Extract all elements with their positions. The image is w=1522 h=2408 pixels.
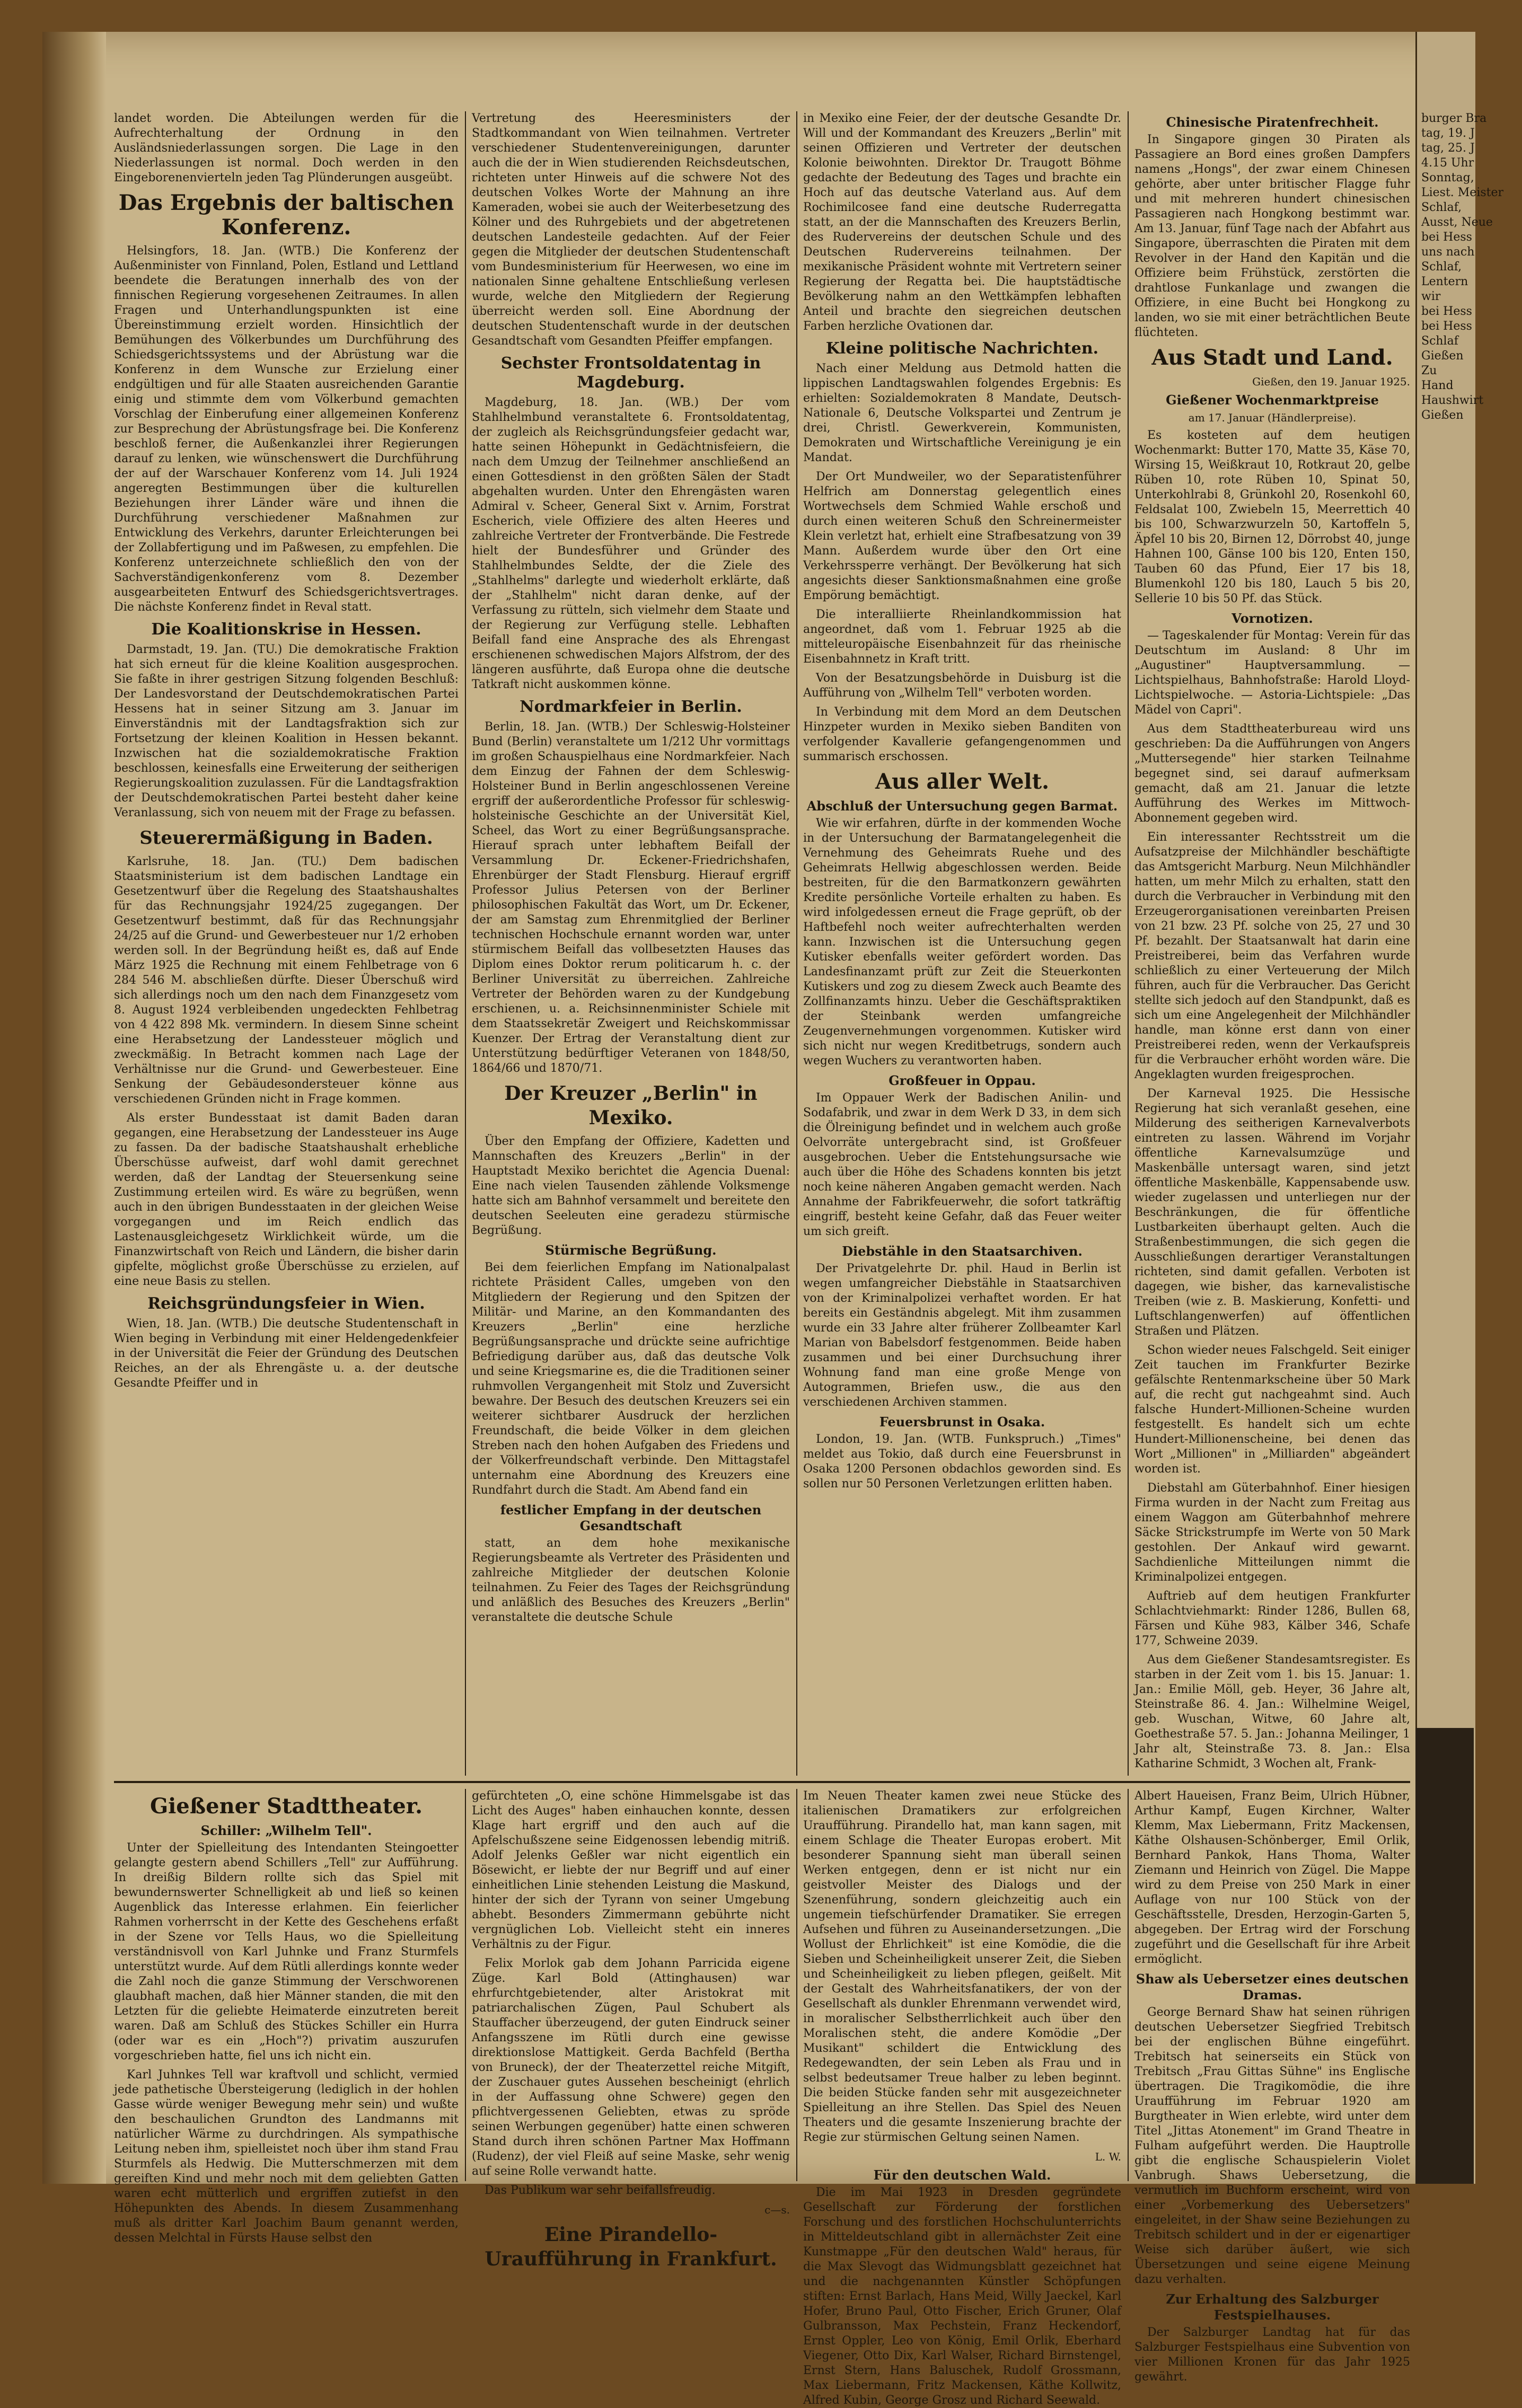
facing-page-line: Sonntag, <box>1421 171 1474 184</box>
feuilleton-rule <box>114 1781 1410 1783</box>
article-piraten: In Singapore gingen 30 Piraten als Passagiere an Bord eines großen Dampfers namens „Hongs", der zwar einem Chinesen gehörte, aber unter britischer Flagge fuhr und mit mehreren hundert chinesischen Passagieren nach Hongkong bestimmt war. Am 13. Januar, fünf Tage nach der Abfahrt aus Singapore, überraschten die Piraten mit dem Revolver in der Hand den Kapitän und die Offiziere beim Frühstück, zerstörten die drahtlose Funkanlage und zwangen die Offiziere, in eine Bucht bei Hongkong zu landen, wo sie mit einer beträchtlichen Beute flüchteten. <box>1134 133 1410 339</box>
facing-page-line: Gießen <box>1421 349 1464 363</box>
article-kreuzer-berlin-2: Bei dem feierlichen Empfang im Nationalpalast richtete Präsident Calles, umgeben von den Mitgliedern der Regierung und den Spitzen der Militär- und Marine, an den Kommandanten des Kreuzers „Berlin" eine herzliche Begrüßungsansprache und drückte seine aufrichtige Befriedigung darüber aus, daß das deutsche Volk und seine Kriegsmarine es, die die Traditionen seiner ruhmvollen Vergangenheit mit Stolz und Zuversicht bewahre. Der Besuch des deutschen Kreuzers sei ein weiterer sichtbarer Ausdruck der herzlichen Freundschaft, die beide Völker in dem gleichen Streben nach den hohen Aufgaben des Friedens und der Völkerfreundschaft verbinde. Den Mittagstafel unternahm eine Abordnung des Kreuzers eine Rundfahrt durch die Stadt. Am Abend fand ein <box>472 1261 790 1497</box>
facing-page-line: wir <box>1421 290 1441 303</box>
dateline-giessen: Gießen, den 19. Januar 1925. <box>1252 375 1410 388</box>
facing-page-line: burger Bra <box>1421 112 1487 125</box>
article-kreuzer-berlin: Über den Empfang der Offiziere, Kadetten und Mannschaften des Kreuzers „Berlin" in der Hauptstadt Mexiko berichtet die Agencia Duenal: Eine nach vielen Tausenden zählende Volksmenge hatte sich am Bahnhof versammelt und bereitete den deutschen Seeleuten eine geradezu stürmische Begrüßung. <box>472 1135 790 1237</box>
article-diebstahl: Diebstahl am Güterbahnhof. Einer hiesigen Firma wurden in der Nacht zum Freitag aus einem Waggon am Güterbahnhof mehrere Säcke Strickstrumpfe im Werte von 50 Mark gestohlen. Der Ankauf wird gewarnt. Sachdienliche Mitteilungen nimmt die Kriminalpolizei entgegen. <box>1134 1481 1410 1584</box>
column-rule-3 <box>1128 111 1129 1776</box>
article-duisburg: Von der Besatzungsbehörde in Duisburg ist die Aufführung von „Wilhelm Tell" verboten worden. <box>803 672 1121 700</box>
review-paragraph-4: Felix Morlok gab dem Johann Parricida eigene Züge. Karl Bold (Attinghausen) war ehrfurchtgebietender, alter Aristokrat mit patriarchalischen Zügen, Paul Schubert als Stauffacher überzeugend, der guten Eindruck seiner Anfangsszene im Rütli durch eine gewisse direktionslose Mattigkeit. Gerda Bachfeld (Bertha von Bruneck), der der Theaterzettel reiche Mitgift, der Zuschauer gutes Aussehen bescheinigt (ehrlich in der Auffassung ohne Schwere) gegen den pflichtvergessenen Geliebten, etwas zu spröde seinen Werbungen gegenüber) hatte einen schweren Stand durch ihren schönen Partner Max Hoffmann (Rudenz), der viel Fleiß auf seine Maske, sehr wenig auf seine Rolle verwandt hatte. <box>472 1957 790 2178</box>
col8-lead: Albert Haueisen, Franz Beim, Ulrich Hübner, Arthur Kampf, Eugen Kirchner, Walter Klemm, Max Liebermann, Fritz Mackensen, Käthe Olshausen-Schönberger, Emil Orlik, Bernhard Pankok, Hans Thoma, Walter Ziemann und Heinrich von Zügel. Die Mappe wird zu dem Preise von 250 Mark in einer Auflage von nur 100 Stück von der Geschäftsstelle, Dresden, Herzogin-Garten 5, abgegeben. Der Ertrag wird der Forschung zugeführt und die Gesellschaft für ihre Arbeit ermöglicht. <box>1134 1789 1410 1966</box>
col2-lead: Vertretung des Heeresministers der Stadtkommandant von Wien teilnahmen. Vertreter verschiedener Studentenvereinigungen, darunter auch die der in Wien studierenden Reichsdeutschen, richteten unter Hinweis auf die schwere Not des deutschen Volkes Worte der Mahnung an ihre Kameraden, wobei sie auch der Weiterbesetzung des Kölner und des Ruhrgebiets und der abgetretenen deutschen Landesteile gedachten. Auf der Feier gegen die Mitglieder der deutschen Studentenschaft vom Bundesministerium für Heerwesen, wo eine im nationalen Sinne gehaltene Entschließung verlesen wurde, welche den Mitgliedern der Regierung überreicht werden soll. Eine Abordnung der deutschen Studentenschaft wurde in der deutschen Gesandtschaft vom Gesandten Pfeiffer empfangen. <box>472 112 790 348</box>
article-nordmarkfeier: Berlin, 18. Jan. (WTB.) Der Schleswig-Holsteiner Bund (Berlin) veranstaltete um 1/212 Uhr vormittags im großen Schauspielhaus eine Nordmarkfeier. Nach dem Einzug der Fahnen der dem Schleswig-Holsteiner Bund in Berlin angeschlossenen Vereine ergriff der außerordentliche Professor für schleswig-holsteinische Geschichte an der Universität Kiel, Scheel, das Wort zu einer Begrüßungsansprache. Hierauf sprach unter lebhaftem Beifall der Versammlung Dr. Eckener-Friedrichshafen, Ehrenbürger der Stadt Flensburg. Hierauf ergriff Professor Julius Petersen von der Berliner philosophischen Fakultät das Wort, um Dr. Eckener, der am Samstag zum Ehrenmitglied der Berliner technischen Hochschule ernannt worden war, unter stürmischem Beifall das vollbesetzten Hauses das Diplom eines Doktor rerum politicarum h. c. der Berliner Universität zu überreichen. Zahlreiche Vertreter der Behörden waren zu der Kundgebung erschienen, u. a. Reichsinnenminister Schiele mit dem Staatssekretär Zweigert und Reichskommissar Kuenzer. Der Ertrag der Veranstaltung dient zur Unterstützung bedürftiger Veteranen von 1848/50, 1864/66 und 1870/71. <box>472 720 790 1075</box>
review-signature: c—s. <box>764 2203 790 2216</box>
subhead-empfang: festlicher Empfang in der deutschen Gesandtschaft <box>500 1502 762 1533</box>
article-barmat: Wie wir erfahren, dürfte in der kommenden Woche in der Untersuchung der Barmatangelegenheit die Vernehmung des Geheimrats Ruehe und des Geheimrats Hellwig abgeschlossen werden. Beide bestreiten, für die den Barmatkonzern gewährten Kredite persönliche Vorteile erhalten zu haben. Es wird infolgedessen erneut die Frage geprüft, ob der Haftbefehl noch weiter aufrechterhalten werden kann. Inzwischen ist die Untersuchung gegen Kutisker ebenfalls weiter gefördert worden. Das Landesfinanzamt prüft zur Zeit die Steuerkonten Kutiskers und zog zu diesem Zweck auch Beamte des Zollfinanzamts hinzu. Ueber die Geschäftspraktiken der Steinbank werden umfangreiche Zeugenvernehmungen vorgenommen. Kutisker wird sich nicht nur wegen Kreditbetrugs, sondern auch wegen Wuchers zu verantworten haben. <box>803 817 1121 1068</box>
subhead-staatsarchive: Diebstähle in den Staatsarchiven. <box>842 1243 1083 1259</box>
column-3 <box>803 111 1121 1776</box>
review-paragraph-1: Unter der Spielleitung des Intendanten Steingoetter gelangte gestern abend Schillers „Tell" zur Aufführung. In dreißig Bildern rollte sich das Spiel mit bewundernswerter Schnelligkeit ab und ließ so keinen Augenblick das Interesse erlahmen. Ein feierlicher Rahmen vorherrscht in der Kette des Geschehens erfaßt in der Szene vor Tells Haus, wo die Spielleitung verständnisvoll von Karl Juhnke und Franz Sturmfels unterstützt wurde. Auf dem Rütli allerdings konnte weder die Zahl noch die ganze Stimmung der Verschworenen glaubhaft machen, daß hier Männer standen, die mit den Letzten für die geliebte Heimaterde einzutreten bereit waren. Daß am Schluß des Stückes Schiller ein Hurra (oder war es ein „Hoch"?) privatim auszurufen vorgeschrieben hatte, fiel uns ich nicht ein. <box>114 1841 459 2062</box>
pirandello-signature: L. W. <box>1095 2150 1121 2163</box>
article-mexiko-banditen: In Verbindung mit dem Mord an dem Deutschen Hinzpeter wurden in Mexiko sieben Banditen von verfolgender Kavallerie gefangengenommen und summarisch erschossen. <box>803 705 1121 763</box>
review-paragraph-5: Das Publikum war sehr beifallsfreudig. <box>485 2184 716 2197</box>
headline-stadttheater: Gießener Stadttheater. <box>149 1794 423 1819</box>
article-frontsoldatentag: Magdeburg, 18. Jan. (WB.) Der vom Stahlhelmbund veranstaltete 6. Frontsoldatentag, der zugleich als Reichsgründungsfeier gedacht war, hatte seinen Höhepunkt in Gedächtnisfeiern, die nach dem Umzug der Teilnehmer anschließend an einen Gottesdienst in den größten Sälen der Stadt abgehalten wurden. Unter den Ehrengästen waren Admiral v. Scheer, General Sixt v. Arnim, Forstrat Escherich, viele Offiziere des alten Heeres und zahlreiche Vertreter der Frontverbände. Die Festrede hielt der Bundesführer und Gründer des Stahlhelmbundes Seldte, der die Ziele des „Stahlhelms" darlegte und wiederholt erklärte, daß der „Stahlhelm" nicht daran denke, auf der Verfassung zu rütteln, sich vielmehr dem Staate und der Regierung zur Verfügung stelle. Lebhaften Beifall fand eine Ansprache des als Ehrengast erschienenen schwedischen Majors Alfstrom, der des längeren ausführte, daß Europa ohne die deutsche Tatkraft nicht auskommen könne. <box>472 396 790 691</box>
advertisement-fragment <box>1415 1728 1474 2184</box>
subhead-osaka: Feuersbrunst in Osaka. <box>879 1414 1045 1430</box>
headline-nordmarkfeier: Nordmarkfeier in Berlin. <box>520 698 742 716</box>
facing-page-line: uns nach <box>1421 245 1475 259</box>
headline-baltic-conference: Das Ergebnis der baltischen Konferenz. <box>118 190 454 240</box>
subhead-wochenmarkt: am 17. Januar (Händlerpreise). <box>1188 411 1357 424</box>
article-baden-tax-2: Als erster Bundesstaat ist damit Baden daran gegangen, eine Herabsetzung der Landessteuer ins Auge zu fassen. Da der badische Staatshaushalt erhebliche Überschüsse aufweist, darf wohl damit gerechnet werden, daß der Landtag der Steuersenkung seine Zustimmung erteilen wird. Es wäre zu begrüßen, wenn auch in den übrigen Bundesstaaten in der gleichen Weise vorgegangen und im Reich endlich das Lastenausgleichgesetz Wirklichkeit würde, um die Finanzwirtschaft von Reich und Ländern, die bisher darin gipfelte, möglichst große Überschüsse zu erzielen, auf eine neue Basis zu stellen. <box>114 1112 459 1288</box>
article-staatsarchive: Der Privatgelehrte Dr. phil. Haud in Berlin ist wegen umfangreicher Diebstähle in Staatsarchiven von der Kriminalpolizei verhaftet worden. Er hat bereits ein Geständnis abgelegt. Mit ihm zusammen wurde ein 33 Jahre alter früherer Zollbeamter Karl Marian von Babelsdorf festgenommen. Beide haben zusammen und bei einer Durchsuchung ihrer Wohnung fand man eine große Menge von Autogrammen, Briefen usw., die aus den verschiedenen Archiven stammen. <box>803 1262 1121 1409</box>
article-baltic-conference: Helsingfors, 18. Jan. (WTB.) Die Konferenz der Außenminister von Finnland, Polen, Estland und Lettland beendete die Beratungen innerhalb des von der finnischen Regierung vorgesehenen Zeitraumes. In allen Fragen und Unterhandlungspunkten ist eine Übereinstimmung erzielt worden. Hinsichtlich der Bemühungen des Völkerbundes um Durchführung des Schiedsgerichtssystems und der Abrüstung war die Konferenz in dem Wunsche zur Erzielung einer endgültigen und für alle Staaten ausreichenden Garantie einig und stimmte dem vom Völkerbund gemachten Vorschlag der Einberufung einer allgemeinen Konferenz zur Besprechung der Abrüstungsfrage bei. Die Konferenz beschloß ferner, die Außenkanzlei ihrer Regierungen darauf zu lenken, wie wünschenswert die Durchführung der auf der Warschauer Konferenz vom 14. Juli 1924 angeregten Bestimmungen über die kulturellen Beziehungen ihrer Länder wäre und ihnen die Durchführung verschiedener Maßnahmen zur Entwicklung des Verkehrs, darunter Erleichterungen bei der Zollabfertigung und im Paßwesen, zu empfehlen. Die Konferenz unterzeichnete schließlich den von der Sachverständigenkonferenz vom 8. Dezember ausgearbeiteten Entwurf des Schiedsgerichtsvertrages. Die nächste Konferenz findet in Reval statt. <box>114 244 459 614</box>
col1-lead: landet worden. Die Abteilungen werden für die Aufrechterhaltung der Ordnung in den Ausländsniederlassungen sorgen. Die Lage in den Niederlassungen ist normal. Doch werden in den Eingeborenenvierteln jeden Tag Plünderungen ausgeübt. <box>114 112 459 184</box>
column-rule-2 <box>796 111 797 1776</box>
article-schlachtviehmarkt: Auftrieb auf dem heutigen Frankfurter Schlachtviehmarkt: Rinder 1286, Bullen 68, Färsen und Kühe 983, Kälber 346, Schafe 177, Schweine 2039. <box>1134 1590 1410 1647</box>
article-stadttheaterbureau: Aus dem Stadttheaterbureau wird uns geschrieben: Da die Aufführungen von Angers „Muttersegende" hier starken Teilnahme begegnet sind, sei darauf aufmerksam gemacht, daß am 21. Januar die letzte Aufführung des Werkes im Mittwoch-Abonnement gegeben wird. <box>1134 722 1410 825</box>
article-salzburg: Der Salzburger Landtag hat für das Salzburger Festspielhaus eine Subvention von vier Millionen Kronen für das Jahr 1925 gewährt. <box>1134 2326 1410 2384</box>
facing-page-line: tag, 19. J <box>1421 127 1475 140</box>
facing-page-line: Schlaf, <box>1421 260 1462 274</box>
column-theater-2 <box>472 1789 790 2270</box>
article-vienna-ceremony: Wien, 18. Jan. (WTB.) Die deutsche Studentenschaft in Wien beging in Verbindung mit einer Heldengedenkfeier in der Universität die Feier der Gründung des Deutschen Reiches, an der als Ehrengäste u. a. der deutsche Gesandte Pfeiffer und in <box>114 1317 459 1390</box>
facing-page-line: Zu <box>1421 364 1437 377</box>
headline-aus-aller-welt: Aus aller Welt. <box>875 769 1050 794</box>
headline-hessen-coalition: Die Koalitionskrise in Hessen. <box>151 620 421 639</box>
headline-shaw: Shaw als Uebersetzer eines deutschen Dramas. <box>1136 1971 1409 2003</box>
headline-kreuzer-berlin: Der Kreuzer „Berlin" in Mexiko. <box>504 1082 758 1129</box>
article-oppau: Im Oppauer Werk der Badischen Anilin- und Sodafabrik, und zwar in dem Werk D 33, in dem sich die Ölreinigung befindet und in welchem auch große Oelvorräte untergebracht sind, ist Großfeuer ausgebrochen. Ueber die Entstehungsursache wie auch über die Höhe des Schadens konnten bis jetzt noch keine näheren Angaben gemacht werden. Nach Annahme der Fabrikfeuerwehr, die sofort tatkräftig eingriff, besteht keine Gefahr, daß das Feuer weiter um sich greift. <box>803 1091 1121 1238</box>
headline-frontsoldatentag: Sechster Frontsoldatentag in Magdeburg. <box>500 354 761 392</box>
facing-page-line: 4.15 Uhr <box>1421 156 1474 170</box>
article-lippe-wahlen: Nach einer Meldung aus Detmold hatten die lippischen Landtagswahlen folgendes Ergebnis: Es erhielten: Sozialdemokraten 8 Mandate, Deutsch-Nationale 6, Deutsche Volkspartei und Zentrum je drei, Christl. Gewerkverein, Kommunisten, Demokraten und Wirtschaftliche Vereinigung je ein Mandat. <box>803 362 1121 464</box>
column-theater <box>114 1789 459 2245</box>
facing-page-line: tag, 25. J <box>1421 142 1475 155</box>
facing-page-line: Haushwirt <box>1421 394 1484 407</box>
column-rule-1 <box>465 111 466 1776</box>
headline-kleine-nachrichten: Kleine politische Nachrichten. <box>825 339 1099 358</box>
facing-page-line: Lentern <box>1421 275 1468 288</box>
headline-vienna-ceremony: Reichsgründungsfeier in Wien. <box>147 1294 425 1313</box>
article-hessen-coalition: Darmstadt, 19. Jan. (TU.) Die demokratische Fraktion hat sich erneut für die kleine Koalition ausgesprochen. Sie faßte in ihrer gestrigen Sitzung folgenden Beschluß: Der Landesvorstand der Deutschdemokratischen Partei Hessens hat in seiner Sitzung am 3. Januar im Einverständnis mit der Landtagsfraktion sich zur Fortsetzung der kleinen Koalition in Hessen bekannt. Inzwischen hat die sozialdemokratische Fraktion beschlossen, keinesfalls eine Erweiterung der seitherigen Regierungskoalition zuzulassen. Für die Landtagsfraktion der Deutschdemokratischen Partei besteht daher keine Veranlassung, sich von neuem mit der Frage zu befassen. <box>114 643 459 819</box>
headline-wochenmarkt: Gießener Wochenmarktpreise <box>1166 392 1379 408</box>
article-tageskalender: — Tageskalender für Montag: Verein für das Deutschtum im Ausland: 8 Uhr im „Augustiner" Hauptversammlung. — Lichtspielhaus, Bahnhofstraße: Harold Lloyd-Lichtspielwoche. — Astoria-Lichtspiele: „Das Mädel von Capri". <box>1134 629 1410 717</box>
column-rule-6 <box>1128 1789 1129 2181</box>
headline-pirandello: Eine Pirandello-Uraufführung in Frankfurt. <box>485 2224 777 2270</box>
column-shaw <box>1134 1789 1410 2384</box>
pirandello-text: Im Neuen Theater kamen zwei neue Stücke des italienischen Dramatikers zur erfolgreichen Uraufführung. Pirandello hat, man kann sagen, mit einem Schlage die Theater Europas erobert. Mit besonderer Spannung sieht man überall seinen Werken entgegen, denn er ist nicht nur ein geistvoller Meister des Dialogs und der Szenenführung, sondern gleichzeitig auch ein ungemein tiefschürfender Dramatiker. Sie erregen Aufsehen und führen zu Auseinandersetzungen. „Die Wollust der Ehrlichkeit" ist eine Komödie, die die Sieben und Scheinheiligkeit unserer Zeit, die Sieben und Scheinheiligkeit zu lieben pflegen, geißelt. Mit der Gestalt des Wahrheitsfanatikers, der von der Gesellschaft als dunkler Ehrenmann verwendet wird, in moralischer Selbstherrlichkeit auch über den Moralischen steht, die andere Komödie „Der Musikant" schildert die Entwicklung des Redegewandten, der sein Leben als Frau und in selbst bedeutsamer Treue halber zu leben beginnt. Die beiden Stücke fanden sehr mit ausgezeichneter Spielleitung an ihre Stellen. Das Spiel des Neuen Theaters und die gesamte Inszenierung brachte der Regie zur stürmischen Geltung seinen Namen. <box>803 1789 1121 2144</box>
subhead-oppau: Großfeuer in Oppau. <box>888 1073 1036 1088</box>
article-rechtsstreit: Ein interessanter Rechtsstreit um die Aufsatzpreise der Milchhändler beschäftigte das Amtsgericht Marburg. Neun Milchhändler hatten, um mehr Milch zu erhalten, statt den durch die Verbraucher in Verbindung mit den Erzeugerorganisationen vereinbarten Preisen von 21 bzw. 23 Pf. solche von 25, 27 und 30 Pf. bezahlt. Der Staatsanwalt hat darin eine Preistreiberei, beim das Verfahren wurde schließlich zu einer Verteuerung der Milch führen, auch für die Verbraucher. Das Gericht stellte sich jedoch auf den Standpunkt, daß es sich um eine Angelegenheit der Milchhändler handle, man könne erst dann von einer Preistreiberei reden, wenn der Verkaufspreis für die Verbraucher erhöht worden wäre. Die Angeklagten wurden freigesprochen. <box>1134 831 1410 1081</box>
headline-baden-tax: Steuerermäßigung in Baden. <box>139 827 433 849</box>
facing-page-line: bei Hess <box>1421 320 1472 333</box>
subhead-barmat: Abschluß der Untersuchung gegen Barmat. <box>806 798 1118 814</box>
headline-stadt-und-land: Aus Stadt und Land. <box>1151 345 1393 370</box>
article-mundweiler: Der Ort Mundweiler, wo der Separatistenführer Helfrich am Donnerstag gelegentlich eines Wortwechsels dem Schmied Wahle erschoß und durch einen weiteren Schuß den Schreinermeister Klein verletzt hat, erhielt eine Strafbesatzung von 39 Mann. Außerdem wurde über den Ort eine Verkehrssperre verhängt. Der Bevölkerung hat sich angesichts dieser Sanktionsmaßnahmen eine große Empörung bemächtigt. <box>803 470 1121 602</box>
article-rheinland: Die interalliierte Rheinlandkommission hat angeordnet, daß vom 1. Februar 1925 ab die mitteleuropäische Eisenbahnzeit für das rheinische Eisenbahnnetz in Kraft tritt. <box>803 608 1121 666</box>
headline-salzburg: Zur Erhaltung des Salzburger Festspielhauses. <box>1166 2291 1379 2323</box>
review-paragraph-3: gefürchteten „O, eine schöne Himmelsgabe ist das Licht des Auges" haben einhauchen konnte, dessen Klage hart ergriff und den auch auf die Apfelschußszene seine Eidgenossen lebendig mitriß. Adolf Jelenks Geßler war nicht eigentlich ein Bösewicht, er liebte der nur Begriff und auf einer einheitlichen Linie stehenden Leistung die Maskund, hinter der sich der Tyrann von seiner Umgebung abhebt. Besonders Zimmermann gebührte nicht vergnüglichen Lob. Vielleicht steht ein inneres Verhältnis zu der Figur. <box>472 1789 790 1951</box>
column-2 <box>472 111 790 1776</box>
article-shaw: George Bernard Shaw hat seinen rührigen deutschen Uebersetzer Siegfried Trebitsch bei der englischen Bühne eingeführt. Trebitsch hat seinerseits ein Stück von Trebitsch „Frau Gittas Sühne" ins Englische übertragen. Die Tragikomödie, die ihre Uraufführung im Februar 1920 am Burgtheater in Wien erlebte, wird unter dem Titel „Jittas Atonement" im Grand Theatre in Fulham aufgeführt werden. Die Hauptrolle gibt die englische Schauspielerin Violet Vanbrugh. Shaws Uebersetzung, die vermutlich im Buchform erscheint, wird von einer „Vorbemerkung des Uebersetzers" eingeleitet, in der Shaw seine Beziehungen zu Trebitsch schildert und in der er eigenartiger Weise sich darüber äußert, wie sich Übersetzungen und seine eigene Meinung dazu verhalten. <box>1134 2006 1410 2286</box>
column-rule-4 <box>465 1789 466 2181</box>
column-1 <box>114 111 459 1776</box>
facing-page-line: bei Hess <box>1421 305 1472 318</box>
facing-page-line: Liest. Meister <box>1421 186 1504 199</box>
article-osaka: London, 19. Jan. (WTB. Funkspruch.) „Times" meldet aus Tokio, daß durch eine Feuersbrunst in Osaka 1200 Personen obdachlos geworden sind. Es sollen nur 50 Personen Verletzungen erlitten haben. <box>803 1433 1121 1490</box>
column-rule-5 <box>796 1789 797 2181</box>
headline-vornotizen: Vornotizen. <box>1231 611 1313 626</box>
article-falschgeld: Schon wieder neues Falschgeld. Seit einiger Zeit tauchen im Frankfurter Bezirke gefälschte Rentenmarkscheine über 50 Mark auf, die recht gut nachgeahmt sind. Auch falsche Hundert-Millionen-Scheine wurden festgestellt. Es handelt sich um echte Hundert-Millionenscheine, bei denen das Wort „Millionen" in „Milliarden" abgeändert worden ist. <box>1134 1344 1410 1476</box>
headline-piraten: Chinesische Piratenfrechheit. <box>1166 114 1379 130</box>
facing-page-line: Gießen <box>1421 409 1464 422</box>
facing-page-line: Schlaf, <box>1421 201 1462 214</box>
facing-page-line: bei Hess <box>1421 231 1472 244</box>
review-paragraph-2: Karl Juhnkes Tell war kraftvoll und schlicht, vermied jede pathetische Übersteigerung (lediglich in der hohlen Gasse würde weniger Bewegung mehr sein) und wußte den beschaulichen Grundton des Landmanns mit natürlicher Wärme zu durchdringen. Als sympathische Leitung neben ihm, spielleistet noch über ihm stand Frau Sturmfels als Hedwig. Die Mutterschmerzen mit dem gereiften Kind und mehr noch mit dem geliebten Gatten waren echt mütterlich und ergriffen zutiefst in den Höhepunkten des Abends. In diesem Zusammenhang muß als dritter Karl Joachim Baum genannt werden, dessen Melchtal in Fürsts Hause selbst den <box>114 2068 459 2245</box>
facing-page-line: Hand <box>1421 379 1454 392</box>
binding-gutter <box>42 32 106 2184</box>
headline-deutscher-wald: Für den deutschen Wald. <box>873 2167 1051 2183</box>
article-wochenmarkt: Es kosteten auf dem heutigen Wochenmarkt: Butter 170, Matte 35, Käse 70, Wirsing 15, Weißkraut 10, Rotkraut 20, gelbe Rüben 10, rote Rüben 10, Spinat 50, Unterkohlrabi 8, Grünkohl 20, Rosenkohl 60, Feldsalat 100, Zwiebeln 15, Meerrettich 40 bis 100, Schwarzwurzeln 50, Kartoffeln 5, Äpfel 10 bis 20, Birnen 12, Dörrobst 40, junge Hahnen 100, Gänse 100 bis 120, Enten 150, Tauben 60 das Pfund, Eier 17 bis 18, Blumenkohl 120 bis 180, Lauch 5 bis 20, Sellerie 10 bis 50 Pf. das Stück. <box>1134 429 1410 605</box>
facing-page-line: Ausst, Neue <box>1421 216 1493 229</box>
col3-lead: in Mexiko eine Feier, der der deutsche Gesandte Dr. Will und der Kommandant des Kreuzers „Berlin" mit seinen Offizieren und Vertreter der deutschen Kolonie beiwohnten. Direktor Dr. Traugott Böhme gedachte der Bedeutung des Tages und brachte ein Hoch auf das deutsche Vaterland aus. Auf dem Rochimilcosee fand eine deutsche Ruderregatta statt, an der die Mannschaften des Kreuzers Berlin, des Rudervereins der deutschen Schule und des Deutschen Rudervereins teilnahmen. Der mexikanische Präsident wohnte mit Vertretern seiner Regierung der Regatta bei. Die hauptstädtische Bevölkerung nahm an den Wettkämpfen lebhaften Anteil und brachte den siegreichen deutschen Farben herzliche Ovationen dar. <box>803 112 1121 333</box>
subhead-begruessung: Stürmische Begrüßung. <box>545 1242 717 1258</box>
article-karneval: Der Karneval 1925. Die Hessische Regierung hat sich veranlaßt gesehen, eine Milderung des seitherigen Karnevalverbots eintreten zu lassen. Während im Vorjahr öffentliche Karnevalsumzüge und Maskenbälle untersagt waren, sind jetzt öffentliche Maskenbälle, Kappensabende usw. wieder zugelassen und unterliegen nur der Beschränkungen, die für öffentliche Lustbarkeiten überhaupt gelten. Auch die Straßenbestimmungen, die sich gegen die Ausschließungen derartiger Veranstaltungen richteten, sind damit gefallen. Verboten ist dagegen, wie bisher, das karnevalistische Treiben (wie z. B. Maskierung, Konfetti- und Luftschlangenwerfen) auf öffentlichen Straßen und Plätzen. <box>1134 1087 1410 1338</box>
newspaper-page <box>42 32 1504 2407</box>
facing-page-line: Schlaf <box>1421 334 1458 348</box>
article-kreuzer-berlin-3: statt, an dem hohe mexikanische Regierungsbeamte als Vertreter des Präsidenten und zahlreiche Mitglieder der deutschen Kolonie teilnahmen. Zu Feier des Tages der Reichsgründung und anläßlich des Besuches des Kreuzers „Berlin" veranstaltete die deutsche Schule <box>472 1537 790 1624</box>
column-pirandello <box>803 1789 1121 2407</box>
column-4 <box>1134 111 1410 1776</box>
article-baden-tax: Karlsruhe, 18. Jan. (TU.) Dem badischen Staatsministerium ist dem badischen Landtage ein Gesetzentwurf über die Regelung des Staatshaushaltes für das Rechnungsjahr 1924/25 zugegangen. Der Gesetzentwurf bestimmt, daß für das Rechnungsjahr 24/25 auf die Grund- und Gewerbesteuer nur 1/2 erhoben werden soll. In der Begründung heißt es, daß auf Ende März 1925 die Rechnung mit einem Fehlbetrage von 6 284 546 M. abschließen dürfte. Dieser Überschuß wird sich allerdings noch um den nach dem Finanzgesetz vom 8. August 1924 verbleibenden ungedeckten Fehlbetrag von 4 422 898 Mk. vermindern. In diesem Sinne scheint eine Herabsetzung der Landessteuer möglich und zweckmäßig. In Betracht kommen nach Lage der Verhältnisse nur die Grund- und Gewerbesteuer. Eine Senkung der Gebäudesondersteuer könne aus verschiedenen Gründen nicht in Frage kommen. <box>114 855 459 1106</box>
article-standesamt: Aus dem Gießener Standesamtsregister. Es starben in der Zeit vom 1. bis 15. Januar: 1. Jan.: Emilie Möll, geb. Heyer, 36 Jahre alt, Steinstraße 86. 4. Jan.: Wilhelmine Weigel, geb. Wuschan, Witwe, 60 Jahre alt, Goethestraße 57. 5. Jan.: Johanna Meilinger, 1 Jahr alt, Steinstraße 73. 8. Jan.: Elsa Katharine Schmidt, 3 Wochen alt, Frank- <box>1134 1653 1410 1770</box>
article-deutscher-wald: Die im Mai 1923 in Dresden gegründete Gesellschaft zur Förderung der forstlichen Forschung und des forstlichen Hochschulunterrichts in Mitteldeutschland gibt in allernächster Zeit eine Kunstmappe „Für den deutschen Wald" heraus, für die Max Slevogt das Widmungsblatt gezeichnet hat und die nachgenannten Künstler Schöpfungen stiften: Ernst Barlach, Hans Meid, Willy Jaeckel, Karl Hofer, Bruno Paul, Otto Fischer, Erich Gruner, Olaf Gulbransson, Max Pechstein, Franz Heckendorf, Ernst Oppler, Leo von König, Emil Orlik, Eberhard Viegener, Otto Dix, Karl Walser, Richard Birnstengel, Ernst Stern, Hans Baluschek, Rudolf Grossmann, Max Liebermann, Fritz Mackensen, Käthe Kollwitz, Alfred Kubin, George Grosz und Richard Seewald. <box>803 2186 1121 2407</box>
subhead-wilhelm-tell: Schiller: „Wilhelm Tell". <box>200 1823 372 1838</box>
